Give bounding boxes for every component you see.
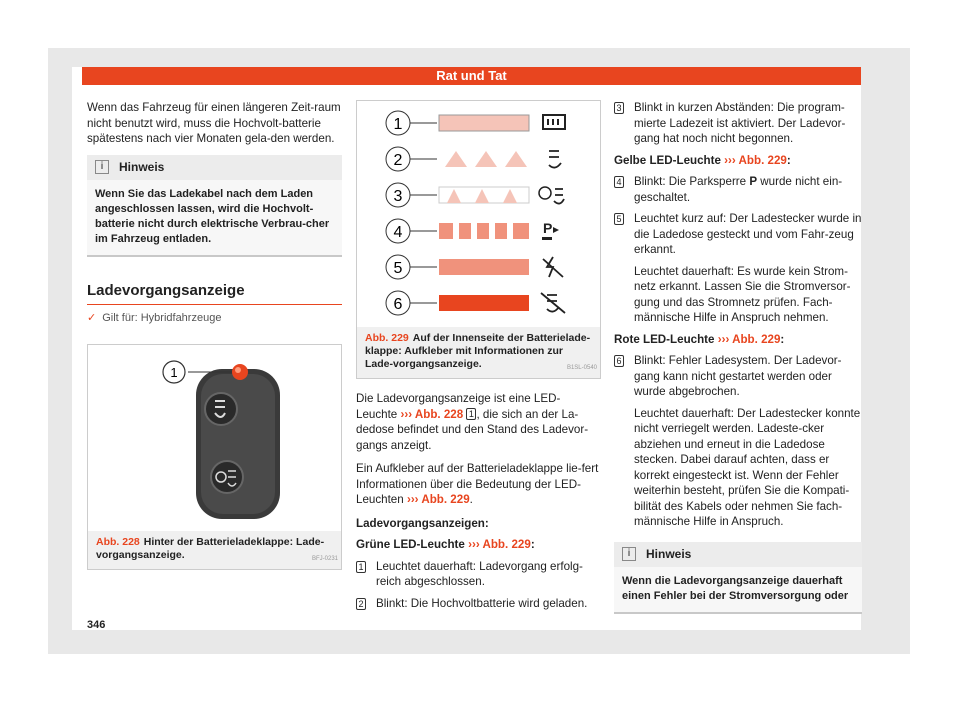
page-number: 346: [87, 619, 106, 631]
charging-led-illustration: [88, 345, 341, 531]
yellow-led-heading: Gelbe LED-Leuchte ››› Abb. 229:: [614, 153, 791, 167]
legend-row-3: [386, 183, 564, 207]
park-icon: P: [543, 220, 553, 236]
figure-code: BFJ-0231: [311, 555, 338, 562]
row-number: 5: [393, 260, 403, 277]
chapter-header: Rat und Tat: [82, 67, 861, 85]
row-number: 3: [393, 188, 403, 205]
timer-plug-icon: [539, 187, 551, 199]
row-number: 1: [393, 116, 403, 133]
row-number: 4: [393, 224, 403, 241]
figure-link[interactable]: ››› Abb. 229: [717, 332, 781, 346]
plug-button: [205, 393, 237, 425]
section-title: Ladevorgangsanzeige: [87, 283, 342, 305]
list-item: 2 Blinkt: Die Hochvoltbatterie wird geladen.: [356, 596, 601, 612]
figure-link[interactable]: ››› Abb. 229: [724, 153, 787, 167]
legend-row-2: [386, 147, 561, 171]
hint-body: Wenn die Ladevorgangsanzeige dauerhaft einen Fehler bei der Stromversorgung oder: [614, 567, 862, 612]
row-number: 6: [393, 296, 403, 313]
legend-row-4: [386, 219, 559, 243]
hint-body: Wenn Sie das Ladekabel nach dem Laden angeschlossen lassen, wird die Hochvolt-batterie nicht durch elektrische Verbrau-cher im Fahrzeug entladen.: [87, 180, 342, 255]
column-2: [356, 100, 601, 617]
figure-228: [87, 344, 342, 570]
list-item-continuation: Leuchtet dauerhaft: Es wurde kein Strom-netz erkannt. Lassen Sie die Stromversor-gung und das Stromnetz prüfen. Fach-männische Hilfe in Anspruch nehmen.: [634, 264, 851, 324]
hint-box: [87, 155, 342, 258]
legend-row-1: [386, 111, 565, 135]
valid-for: ✓ Gilt für: Hybridfahrzeuge: [87, 311, 222, 324]
paragraph-1: Die Ladevorgangsanzeige ist eine LED-Leuchte ››› Abb. 228 1 , die sich an der La-dedose befindet und den Stand des Ladevor-gangs anzeigt.: [356, 392, 589, 452]
column-1: [87, 100, 342, 570]
figure-229: [356, 100, 601, 379]
row-number: 2: [393, 152, 403, 169]
legend-row-6: [386, 291, 565, 315]
hint-box: [614, 542, 862, 615]
list-item-continuation: Leuchtet dauerhaft: Der Ladestecker konnte nicht verriegelt werden. Ladeste-cker abziehen und erneut in die Ladedose stecken. Dabei darauf achten, dass er korrekt eingesteckt ist. Wenn der Fehler weiterhin besteht, prüfen Sie die Kompati-bilität des Kabels oder nehmen Sie fach-männische Hilfe in Anspruch.: [634, 406, 861, 528]
hint-title: Hinweis: [646, 546, 692, 561]
column-3: [614, 100, 862, 614]
red-led-heading: Rote LED-Leuchte ››› Abb. 229:: [614, 332, 785, 346]
figure-link[interactable]: ››› Abb. 229: [406, 493, 470, 506]
callout-1-text: 1: [170, 365, 178, 380]
intro-paragraph: Wenn das Fahrzeug für einen längeren Zeit-raum nicht benutzt wird, muss die Hochvolt-batterie spätestens nach vier Monaten gela-den werden.: [87, 101, 341, 145]
list-item: 3 Blinkt in kurzen Abständen: Die program-mierte Ladezeit ist aktiviert. Der Ladevor-gang hat noch nicht begonnen.: [614, 100, 862, 147]
figure-link[interactable]: ››› Abb. 228: [400, 407, 464, 421]
subheading: Ladevorgangsanzeigen:: [356, 516, 489, 530]
list-item: 1 Leuchtet dauerhaft: Ladevorgang erfolg-reich abgeschlossen.: [356, 559, 601, 590]
check-icon: ✓: [87, 311, 97, 324]
figure-link[interactable]: ››› Abb. 229: [468, 538, 531, 551]
figure-228-caption: Abb. 228 Hinter der Batterieladeklappe: Lade-vorgangsanzeige.: [88, 531, 341, 569]
green-led-heading: Grüne LED-Leuchte ››› Abb. 229:: [356, 538, 535, 551]
hint-title: Hinweis: [119, 159, 165, 174]
led-legend-sticker: [357, 101, 600, 327]
paragraph-2: Ein Aufkleber auf der Batterieladeklappe lie-fert Informationen über die Bedeutung der LED-Leuchten ››› Abb. 229.: [356, 462, 599, 506]
plug-icon: [549, 151, 561, 168]
figure-code: B1SL-0540: [566, 364, 597, 371]
figure-229-caption: Abb. 229 Auf der Innenseite der Batterielade-klappe: Aufkleber mit Informationen zur Lade-vorgangsanzeige.: [357, 327, 600, 378]
list-item: 5 Leuchtet kurz auf: Der Ladestecker wurde in die Ladedose gesteckt und vom Fahr-zeug erkannt.: [614, 211, 862, 258]
info-icon: i: [95, 160, 109, 174]
legend-row-5: [386, 255, 563, 279]
info-icon: i: [622, 547, 636, 561]
list-item: 4 Blinkt: Die Parksperre P wurde nicht ein-geschaltet.: [614, 174, 862, 205]
list-item: 6 Blinkt: Fehler Ladesystem. Der Ladevor-gang kann nicht gestartet werden oder wurde abgebrochen.: [614, 353, 862, 400]
